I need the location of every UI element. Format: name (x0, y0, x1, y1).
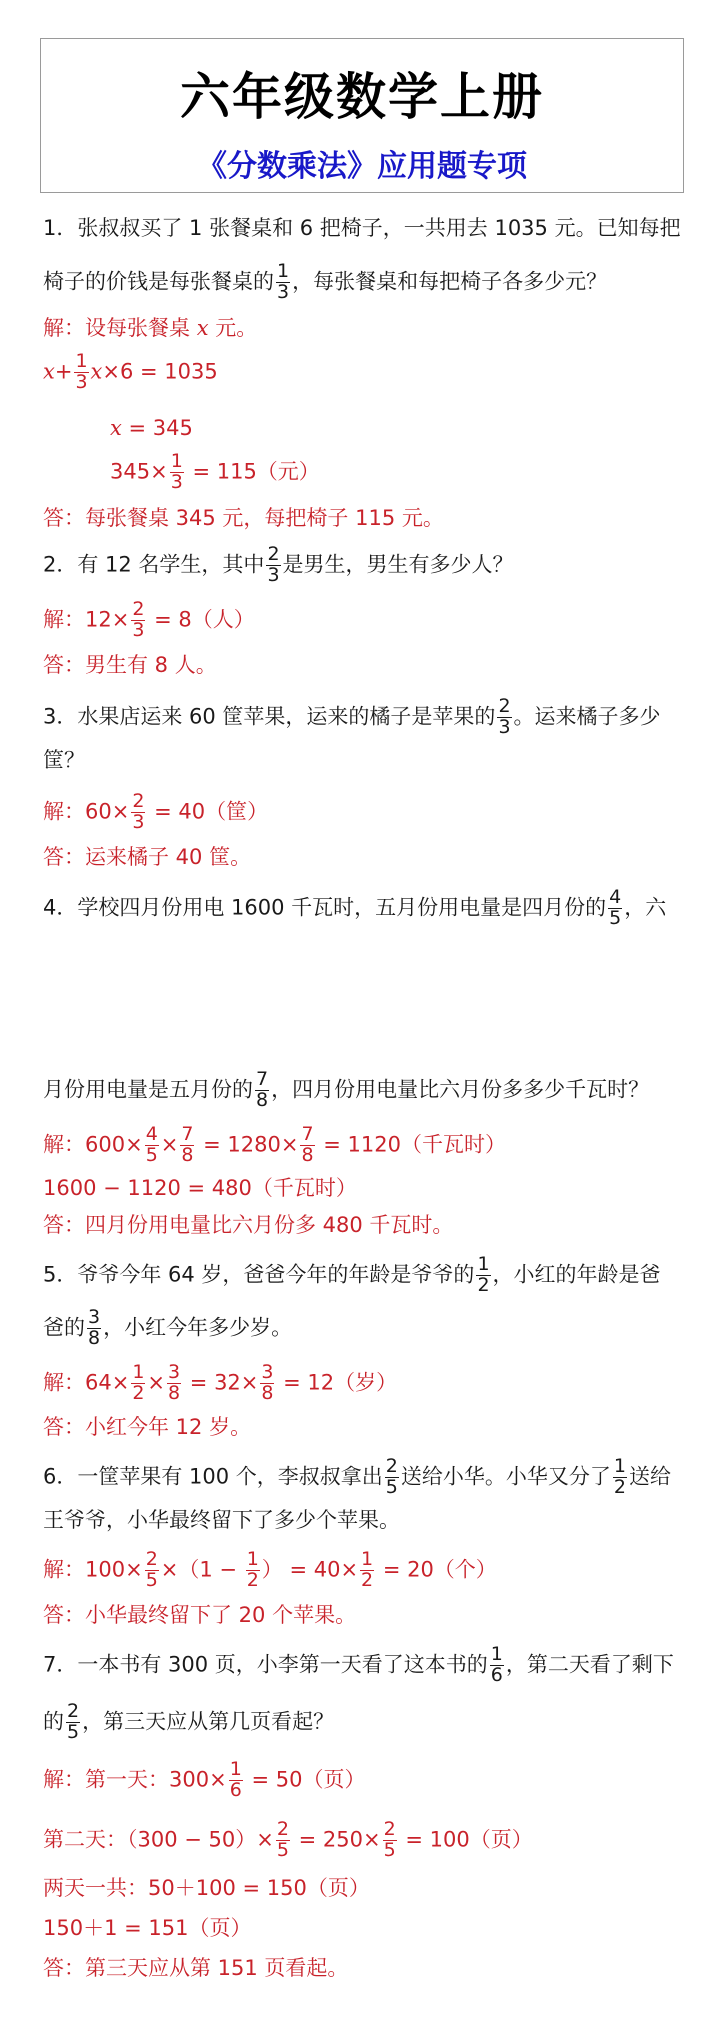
q7-answer: 答：第三天应从第 151 页看起。 (43, 1956, 349, 1980)
fraction: $\frac{7}{8}$ (181, 1123, 194, 1166)
fraction: $\frac{7}{8}$ (301, 1123, 314, 1166)
q6-solution: 解：100× $\frac{2}{5}$ ×（1 − $\frac{1}{2}$ ） = 40× $\frac{1}{2}$ = 20（个） (43, 1548, 497, 1591)
fraction: $\frac{3}{8}$ (261, 1361, 274, 1404)
q4-answer: 答：四月份用电量比六月份多 480 千瓦时。 (43, 1213, 454, 1237)
fraction: $\frac{1}{3}$ (170, 450, 183, 493)
fraction: $\frac{4}{5}$ (609, 886, 622, 929)
fraction: $\frac{1}{2}$ (246, 1548, 259, 1591)
fraction: $\frac{2}{3}$ (498, 695, 511, 738)
fraction: $\frac{2}{5}$ (67, 1700, 80, 1743)
fraction: $\frac{1}{3}$ (75, 350, 88, 393)
title-box (40, 38, 684, 193)
q3-answer: 答：运来橘子 40 筐。 (43, 845, 252, 869)
q1-x-value: x = 345 (110, 416, 193, 440)
fraction: $\frac{4}{5}$ (145, 1123, 158, 1166)
q6-line1: 6．一筐苹果有 100 个，李叔叔拿出 $\frac{2}{5}$ 送给小华。小华又分了 $\frac{1}{2}$ 送给 (43, 1455, 671, 1498)
q3-line2: 筐？ (43, 748, 85, 772)
q7-solution2: 第二天：（300 − 50）× $\frac{2}{5}$ = 250× $\frac{2}{5}$ = 100（页） (43, 1818, 533, 1861)
fraction: $\frac{2}{3}$ (132, 598, 145, 641)
fraction: $\frac{3}{8}$ (168, 1361, 181, 1404)
q4-line2: 月份用电量是五月份的 $\frac{7}{8}$ ，四月份用电量比六月份多多少千瓦时？ (43, 1068, 650, 1111)
q1-line1: 1．张叔叔买了 1 张餐桌和 6 把椅子，一共用去 1035 元。已知每把 (43, 216, 681, 240)
fraction: $\frac{2}{3}$ (132, 790, 145, 833)
fraction: $\frac{7}{8}$ (256, 1068, 269, 1111)
fraction: $\frac{1}{3}$ (277, 260, 290, 303)
q1-chair-price: 345× $\frac{1}{3}$ = 115（元） (110, 450, 320, 493)
q4-line1: 4．学校四月份用电 1600 千瓦时，五月份用电量是四月份的 $\frac{4}{5}$ ，六 (43, 886, 667, 929)
q6-answer: 答：小华最终留下了 20 个苹果。 (43, 1603, 357, 1627)
q3-line1: 3．水果店运来 60 筐苹果，运来的橘子是苹果的 $\frac{2}{3}$ 。运来橘子多少 (43, 695, 661, 738)
q1-line2: 椅子的价钱是每张餐桌的 $\frac{1}{3}$ ，每张餐桌和每把椅子各多少元？ (43, 260, 608, 303)
q2-answer: 答：男生有 8 人。 (43, 653, 217, 677)
fraction: $\frac{1}{2}$ (132, 1361, 145, 1404)
q1-answer: 答：每张餐桌 345 元，每把椅子 115 元。 (43, 506, 444, 530)
q3-solution: 解：60× $\frac{2}{3}$ = 40（筐） (43, 790, 269, 833)
q7-line2: 的 $\frac{2}{5}$ ，第三天应从第几页看起？ (43, 1700, 335, 1743)
q7-solution4: 150＋1 = 151（页） (43, 1916, 252, 1940)
fraction: $\frac{2}{3}$ (267, 543, 280, 586)
fraction: $\frac{2}{5}$ (383, 1818, 396, 1861)
fraction: $\frac{1}{2}$ (613, 1455, 626, 1498)
page-subtitle: 《分数乘法》应用题专项 (197, 149, 527, 184)
q5-line2: 爸的 $\frac{3}{8}$ ，小红今年多少岁。 (43, 1306, 293, 1349)
q7-solution1: 解：第一天：300× $\frac{1}{6}$ = 50（页） (43, 1758, 366, 1801)
q7-solution3: 两天一共：50＋100 = 150（页） (43, 1876, 370, 1900)
fraction: $\frac{3}{8}$ (88, 1306, 101, 1349)
q1-equation: x+ $\frac{1}{3}$ x×6 = 1035 (43, 350, 218, 393)
q7-line1: 7．一本书有 300 页，小李第一天看了这本书的 $\frac{1}{6}$ ，第二天看了剩下 (43, 1643, 674, 1686)
q4-solution1: 解：600× $\frac{4}{5}$ × $\frac{7}{8}$ = 1280× $\frac{7}{8}$ = 1120（千瓦时） (43, 1123, 506, 1166)
fraction: $\frac{2}{5}$ (385, 1455, 398, 1498)
q4-solution2: 1600 − 1120 = 480（千瓦时） (43, 1176, 357, 1200)
fraction: $\frac{2}{5}$ (145, 1548, 158, 1591)
fraction: $\frac{1}{2}$ (361, 1548, 374, 1591)
fraction: $\frac{1}{6}$ (490, 1643, 503, 1686)
q1-solution-let: 解：设每张餐桌 x 元。 (43, 316, 258, 340)
q2-solution: 解：12× $\frac{2}{3}$ = 8（人） (43, 598, 255, 641)
q6-line2: 王爷爷，小华最终留下了多少个苹果。 (43, 1508, 400, 1532)
page-title: 六年级数学上册 (180, 67, 544, 126)
q5-line1: 5．爷爷今年 64 岁，爸爸今年的年龄是爷爷的 $\frac{1}{2}$ ，小红的年龄是爸 (43, 1253, 661, 1296)
fraction: $\frac{1}{2}$ (477, 1253, 490, 1296)
fraction: $\frac{1}{6}$ (229, 1758, 242, 1801)
q5-solution: 解：64× $\frac{1}{2}$ × $\frac{3}{8}$ = 32× $\frac{3}{8}$ = 12（岁） (43, 1361, 398, 1404)
fraction: $\frac{2}{5}$ (276, 1818, 289, 1861)
q5-answer: 答：小红今年 12 岁。 (43, 1415, 252, 1439)
q2-line1: 2．有 12 名学生，其中 $\frac{2}{3}$ 是男生，男生有多少人？ (43, 543, 514, 586)
